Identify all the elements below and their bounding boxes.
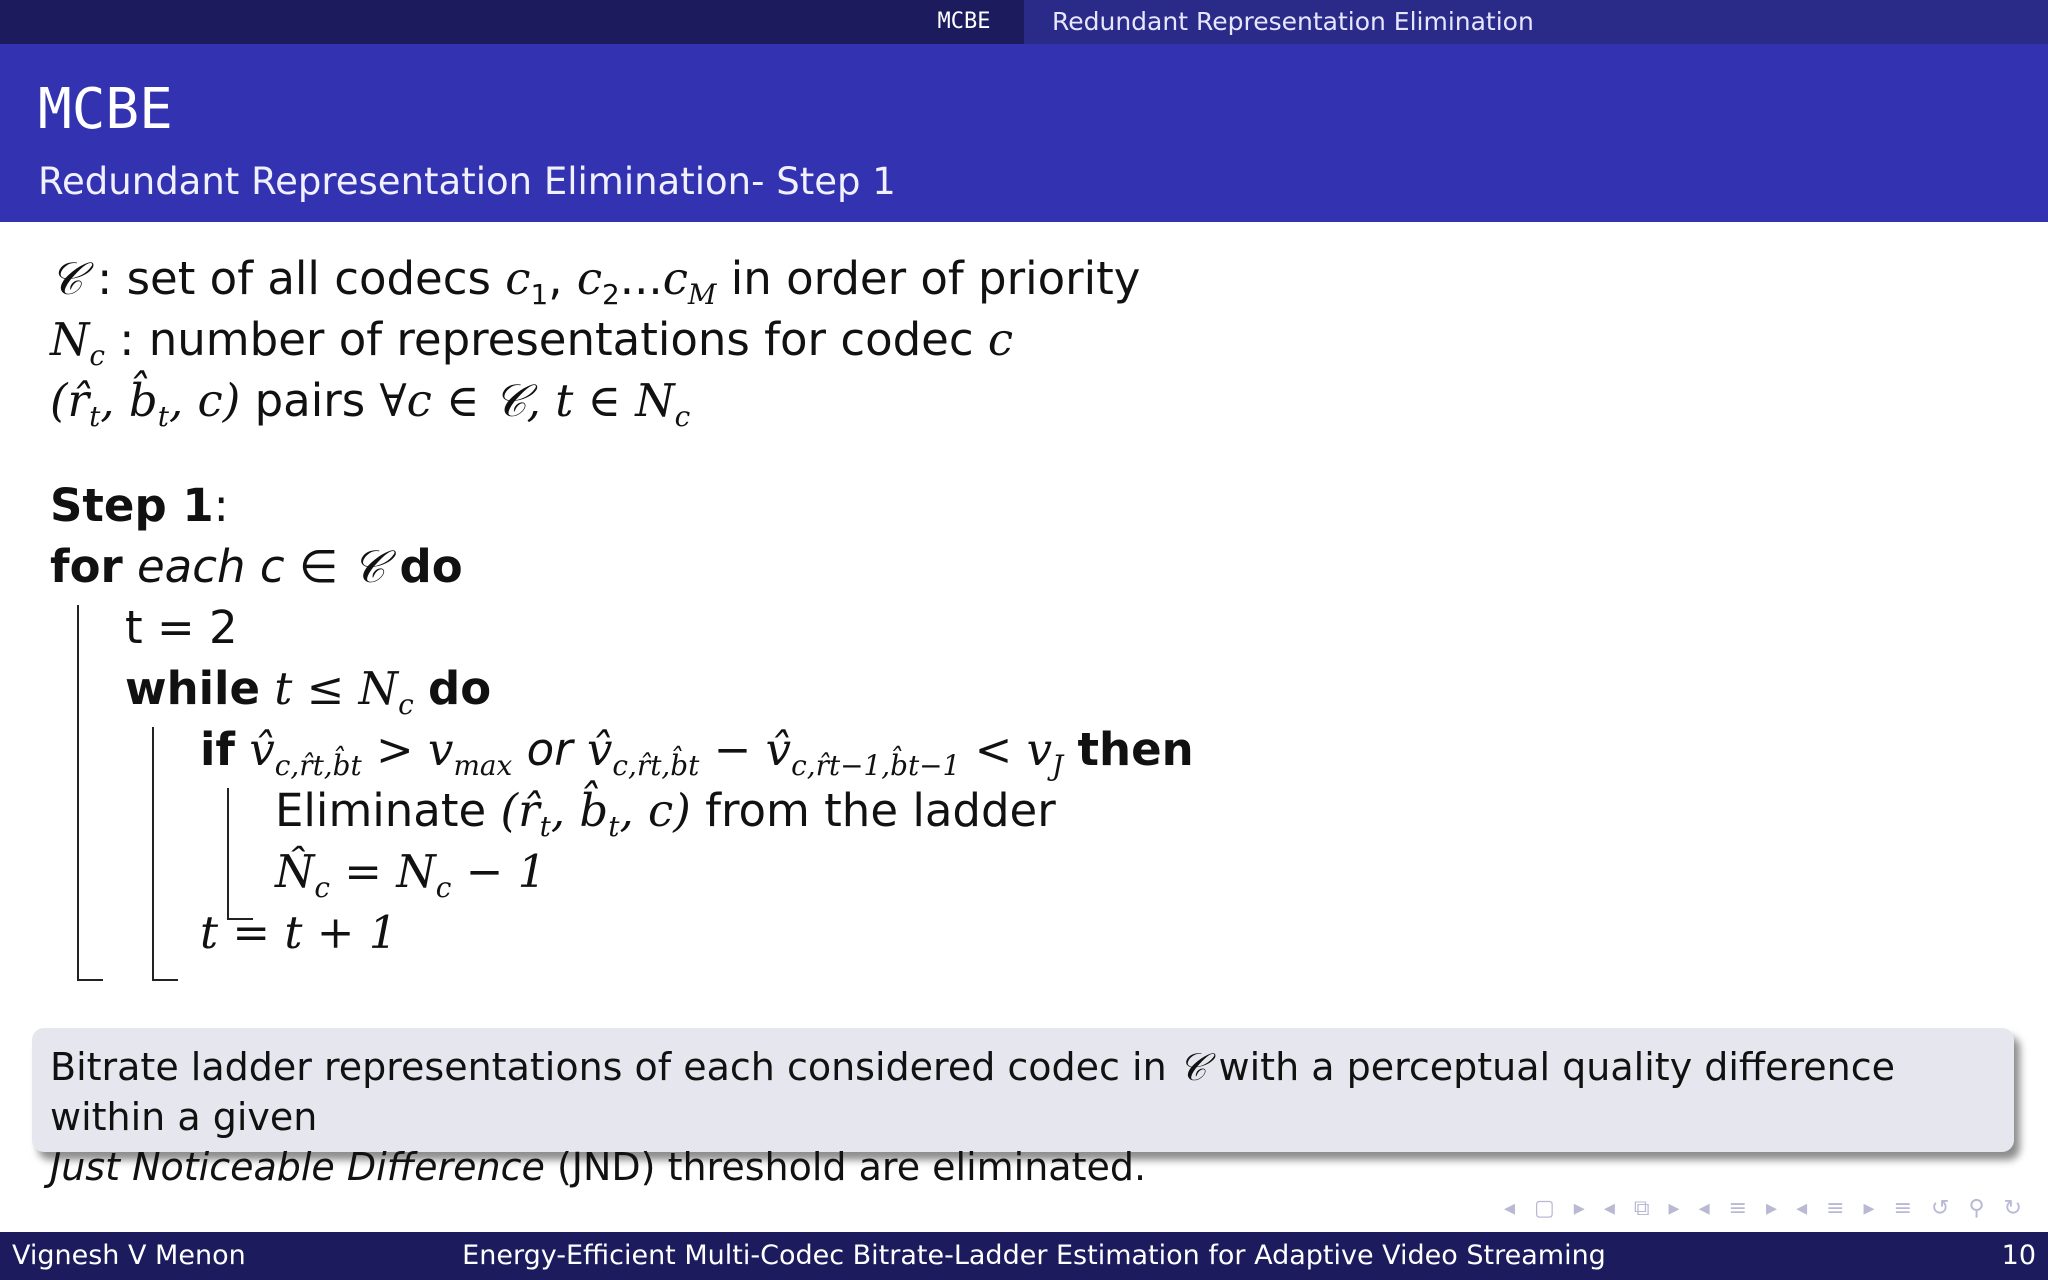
nav-section-full[interactable]: Redundant Representation Elimination bbox=[1024, 0, 2048, 44]
frame-title-block bbox=[0, 44, 2048, 222]
definition-text: pairs bbox=[240, 374, 380, 427]
math-expr: v̂ bbox=[235, 723, 275, 776]
math-expr: , b̂ bbox=[550, 784, 609, 837]
increment-statement: t = t + 1 bbox=[200, 906, 398, 959]
keyword-do: do bbox=[399, 540, 463, 593]
while-condition: t ≤ N bbox=[259, 662, 399, 715]
step-colon: : bbox=[213, 479, 229, 532]
math-var: c bbox=[662, 252, 688, 305]
math-expr: , c) bbox=[168, 374, 241, 427]
statement-text: Eliminate bbox=[275, 784, 501, 837]
top-navigation-bar bbox=[0, 0, 2048, 44]
footer-title: Energy-Efficient Multi-Codec Bitrate-Ladder Estimation for Adaptive Video Streaming bbox=[462, 1240, 1606, 1271]
math-sub: c bbox=[435, 870, 452, 904]
beamer-navigation-icons[interactable]: ◂ ▢ ▸ ◂ ⧉ ▸ ◂ ≡ ▸ ◂ ≡ ▸ ≡ ↺ ⚲ ↻ bbox=[1503, 1196, 2028, 1221]
for-condition: each c ∈ 𝒞 bbox=[122, 540, 400, 593]
definition-text: : set of all codecs bbox=[82, 252, 506, 305]
footer-bar bbox=[0, 1232, 2048, 1280]
for-loop-header bbox=[50, 536, 2000, 597]
summary-text: with a perceptual quality difference within a given bbox=[50, 1045, 1896, 1139]
math-sub: 1 bbox=[530, 277, 549, 311]
frame-title: MCBE bbox=[38, 77, 173, 142]
math-sub: 2 bbox=[602, 277, 620, 311]
math-sub: c bbox=[398, 687, 414, 721]
page-number: 10 bbox=[2001, 1240, 2036, 1271]
math-sub: c,r̂t,b̂t bbox=[612, 748, 700, 782]
math-var: N̂ bbox=[275, 845, 315, 898]
algorithm-block bbox=[50, 475, 2000, 963]
jnd-term: Just Noticeable Difference bbox=[50, 1145, 545, 1189]
step-heading bbox=[50, 475, 2000, 536]
if-bracket bbox=[227, 788, 253, 920]
math-expr: ∀c ∈ 𝒞, t ∈ N bbox=[379, 374, 675, 427]
math-sub: c,r̂t,b̂t bbox=[274, 748, 362, 782]
while-loop-bracket bbox=[152, 727, 178, 981]
definition-text: in order of priority bbox=[716, 252, 1141, 305]
for-loop-bracket bbox=[77, 605, 103, 981]
decrement-statement bbox=[275, 841, 2000, 902]
math-sub: t bbox=[157, 399, 169, 433]
math-var: N bbox=[50, 313, 90, 366]
definition-num-representations bbox=[50, 309, 2000, 370]
definition-text: , bbox=[548, 252, 577, 305]
math-expr: , c) bbox=[619, 784, 691, 837]
math-expr: − 1 bbox=[451, 845, 547, 898]
keyword-for: for bbox=[50, 540, 123, 593]
codec-set-symbol: 𝒞 bbox=[1178, 1045, 1207, 1089]
keyword-if: if bbox=[200, 723, 236, 776]
frame-subtitle: Redundant Representation Elimination- Step 1 bbox=[38, 160, 896, 203]
math-expr: , b̂ bbox=[100, 374, 158, 427]
math-var: c bbox=[576, 252, 603, 305]
keyword-while: while bbox=[125, 662, 260, 715]
math-expr: − v̂ bbox=[699, 723, 792, 776]
step-label: Step 1 bbox=[50, 479, 214, 532]
math-sub: c,r̂t−1,b̂t−1 bbox=[791, 748, 961, 782]
keyword-or: or bbox=[512, 723, 587, 776]
keyword-do: do bbox=[428, 662, 492, 715]
math-sub: c bbox=[89, 338, 105, 372]
nav-section-short[interactable]: MCBE bbox=[937, 9, 991, 34]
math-sub: t bbox=[608, 809, 620, 843]
math-expr: < v bbox=[960, 723, 1053, 776]
math-sub: M bbox=[687, 277, 717, 311]
math-var: c bbox=[505, 252, 531, 305]
definition-text: ... bbox=[619, 252, 663, 305]
definition-pairs bbox=[50, 370, 2000, 431]
math-var: c bbox=[987, 313, 1014, 366]
while-loop-header bbox=[125, 658, 2000, 719]
summary-text: (JND) threshold are eliminated. bbox=[544, 1145, 1147, 1189]
definition-text: : number of representations for codec bbox=[105, 313, 988, 366]
math-sub: J bbox=[1052, 748, 1064, 782]
math-expr: v̂ bbox=[586, 723, 613, 776]
math-expr: = N bbox=[330, 845, 436, 898]
summary-text: Bitrate ladder representations of each considered codec in bbox=[50, 1045, 1179, 1089]
slide-content bbox=[50, 248, 2000, 963]
eliminate-statement bbox=[275, 780, 2000, 841]
statement-text: from the ladder bbox=[690, 784, 1056, 837]
codec-set-symbol: 𝒞 bbox=[50, 252, 83, 305]
math-expr: > v bbox=[361, 723, 454, 776]
math-expr: (r̂ bbox=[500, 784, 540, 837]
while-loop-body bbox=[200, 719, 2000, 963]
definition-codec-set bbox=[50, 248, 2000, 309]
keyword-then: then bbox=[1077, 723, 1194, 776]
summary-block bbox=[32, 1028, 2014, 1189]
math-sub: t bbox=[89, 399, 101, 433]
for-loop-body bbox=[125, 597, 2000, 963]
math-sub: max bbox=[453, 748, 513, 782]
math-expr: (r̂ bbox=[50, 374, 90, 427]
footer-author: Vignesh V Menon bbox=[12, 1240, 246, 1271]
init-statement: t = 2 bbox=[125, 601, 238, 654]
math-sub: c bbox=[674, 399, 691, 433]
math-sub: c bbox=[314, 870, 330, 904]
math-sub: t bbox=[539, 809, 551, 843]
if-statement bbox=[200, 719, 2000, 780]
if-body bbox=[275, 780, 2000, 902]
